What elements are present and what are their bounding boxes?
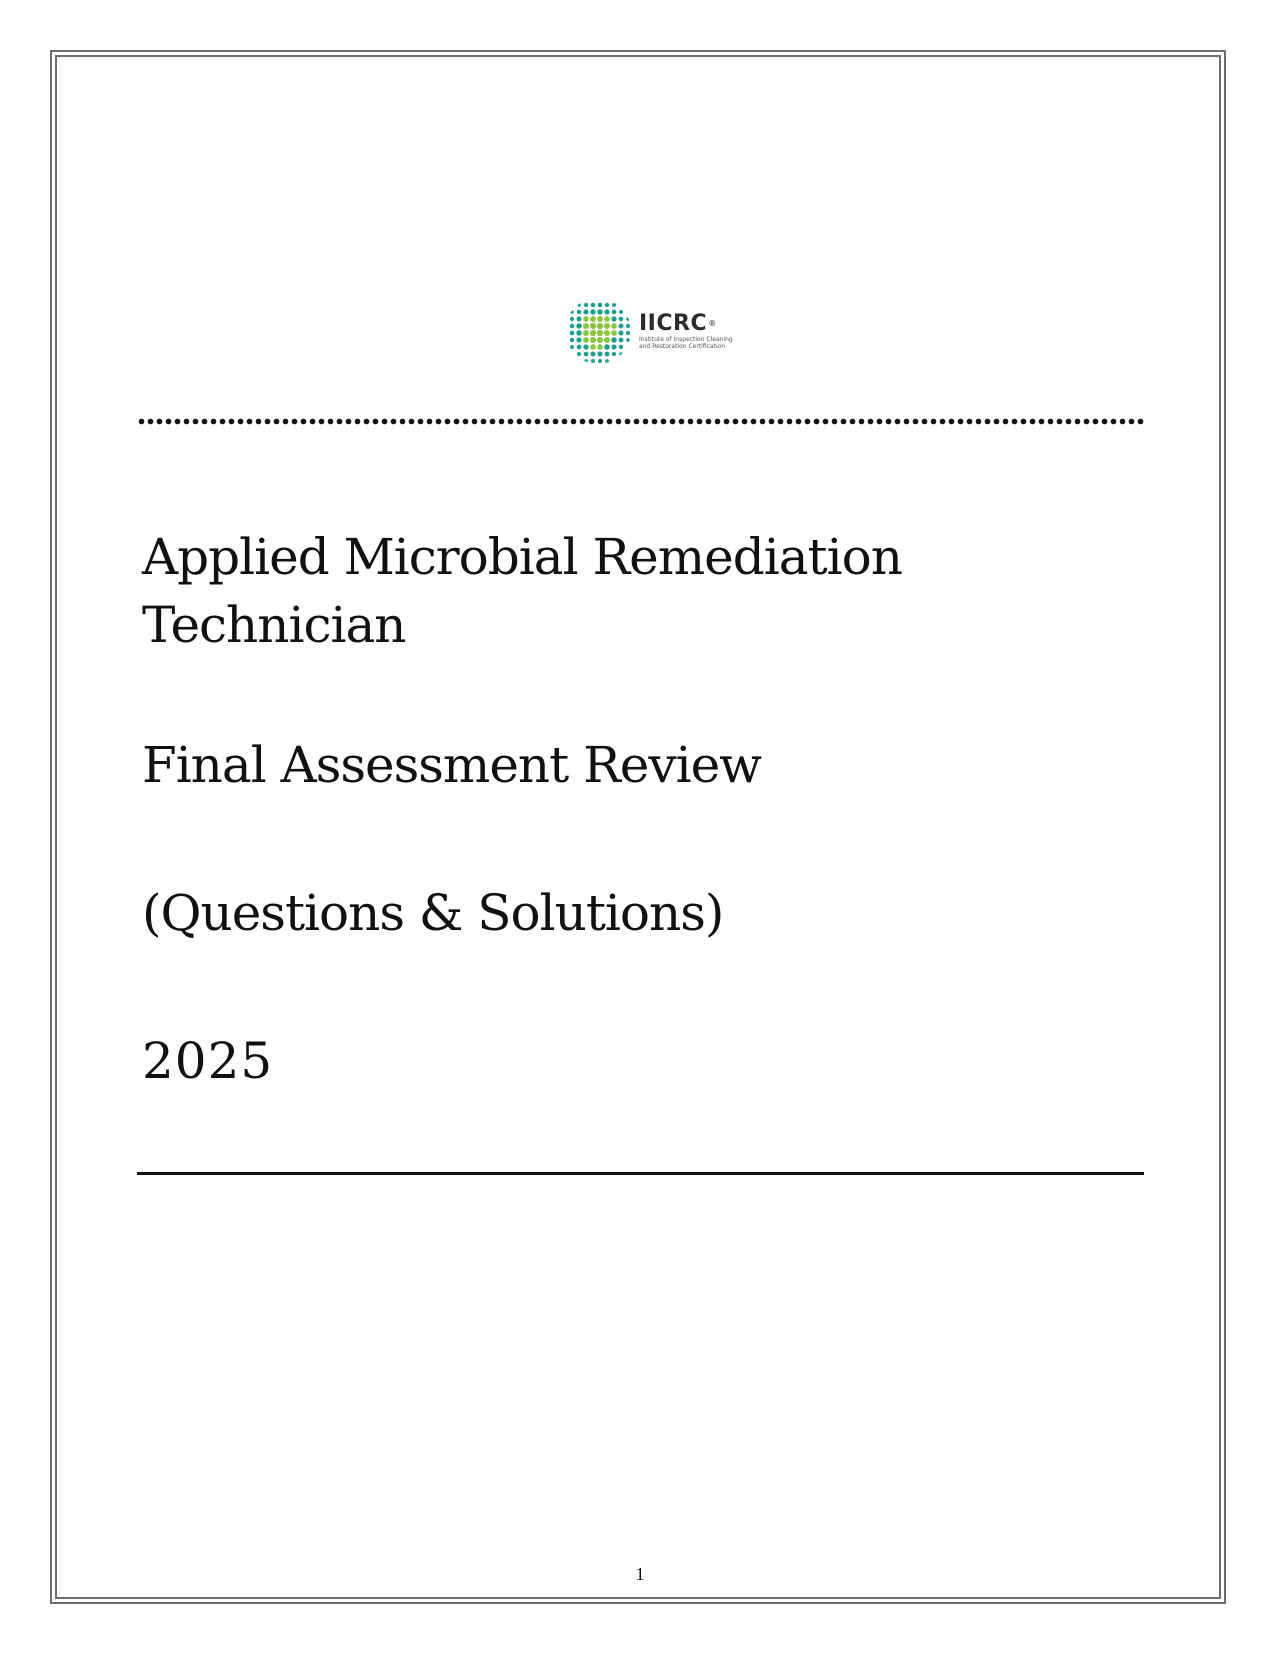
- sphere-dot: [576, 323, 581, 328]
- document-title-line-1: Applied Microbial Remediation: [142, 528, 902, 586]
- sphere-dot: [576, 337, 581, 342]
- sphere-dot: [570, 317, 574, 321]
- dotted-divider: [137, 418, 1144, 425]
- sphere-dot: [583, 344, 588, 349]
- sphere-dot: [583, 323, 589, 329]
- sphere-dot: [576, 330, 581, 335]
- sphere-dot: [584, 303, 588, 307]
- sphere-dot: [590, 344, 596, 350]
- sphere-dot: [619, 352, 623, 356]
- sphere-dot: [612, 310, 617, 315]
- sphere-dot: [598, 303, 603, 308]
- iicrc-logo: [563, 296, 755, 366]
- sphere-dot: [583, 309, 588, 314]
- sphere-dot: [570, 345, 574, 349]
- document-title-line-2: Technician: [142, 596, 406, 654]
- sphere-dot: [584, 352, 589, 357]
- sphere-dot: [597, 323, 603, 329]
- sphere-dot: [583, 330, 589, 336]
- sphere-dot: [604, 316, 610, 322]
- sphere-dot: [570, 324, 575, 329]
- sphere-dot: [577, 352, 581, 356]
- sphere-dot: [619, 310, 623, 314]
- sphere-dot: [612, 352, 616, 356]
- sphere-dot: [590, 337, 596, 343]
- sphere-dot: [619, 317, 624, 322]
- sphere-dot: [604, 337, 610, 343]
- sphere-dot: [583, 316, 589, 322]
- sphere-dot: [605, 352, 610, 357]
- page-border-inner: [55, 55, 1221, 1599]
- sphere-dot: [611, 344, 616, 349]
- sphere-dot: [597, 309, 602, 314]
- sphere-dot: [604, 344, 610, 350]
- solid-divider: [137, 1172, 1144, 1175]
- questions-solutions-label: (Questions & Solutions): [142, 884, 724, 942]
- sphere-dot: [604, 309, 609, 314]
- sphere-dot: [570, 338, 574, 342]
- sphere-dot: [598, 359, 602, 363]
- sphere-dot: [626, 324, 630, 328]
- sphere-dot: [611, 330, 617, 336]
- sphere-dot: [577, 345, 582, 350]
- sphere-dot: [576, 316, 581, 321]
- page-number: 1: [635, 1564, 645, 1584]
- sphere-dot: [626, 338, 630, 342]
- sphere-dot: [590, 323, 596, 329]
- sphere-dot: [604, 330, 610, 336]
- sphere-dot: [577, 310, 582, 315]
- document-year: 2025: [142, 1032, 274, 1090]
- sphere-dot: [605, 303, 609, 307]
- sphere-dot: [591, 303, 596, 308]
- sphere-dot: [626, 331, 630, 335]
- sphere-dot: [605, 359, 609, 363]
- sphere-dot: [591, 359, 595, 363]
- sphere-dot: [570, 331, 575, 336]
- sphere-dot: [577, 303, 581, 307]
- sphere-dot: [619, 331, 624, 336]
- sphere-dot: [619, 345, 623, 349]
- sphere-dot: [604, 323, 610, 329]
- sphere-dot: [590, 316, 596, 322]
- sphere-dot: [619, 324, 624, 329]
- document-subtitle: Final Assessment Review: [142, 736, 761, 794]
- logo-tagline: Institute of Inspection Cleaning and Restoration Certification: [639, 336, 733, 350]
- sphere-dot: [611, 323, 617, 329]
- sphere-dot: [590, 309, 595, 314]
- sphere-dot: [584, 359, 588, 363]
- sphere-dot: [619, 338, 624, 343]
- sphere-dot: [597, 316, 603, 322]
- sphere-dot: [598, 352, 603, 357]
- logo-wordmark: IICRC®: [639, 311, 717, 336]
- sphere-dot: [626, 317, 630, 321]
- sphere-dot: [597, 330, 603, 336]
- sphere-dot: [591, 352, 596, 357]
- sphere-dot: [611, 337, 617, 343]
- sphere-dot: [597, 344, 603, 350]
- sphere-dot: [583, 337, 589, 343]
- sphere-dot: [611, 316, 616, 321]
- sphere-dot: [597, 337, 603, 343]
- sphere-dot: [590, 330, 596, 336]
- sphere-dot: [612, 303, 616, 307]
- sphere-dot: [570, 310, 574, 314]
- iicrc-sphere-icon: [563, 296, 633, 366]
